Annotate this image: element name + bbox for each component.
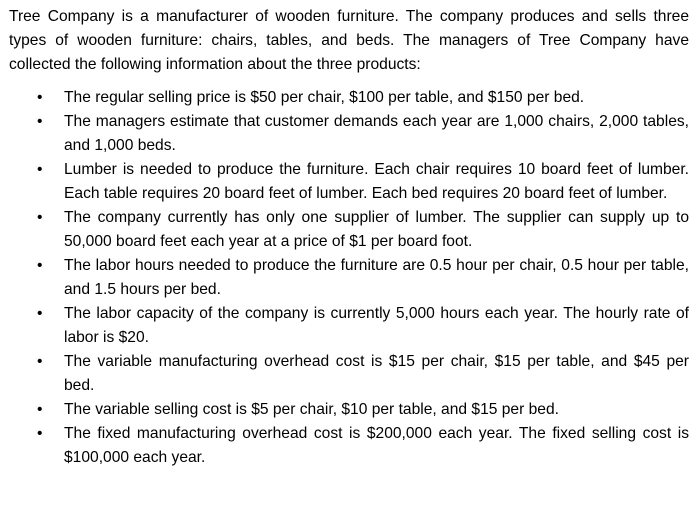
bullet-icon: • (37, 209, 43, 226)
bullet-item-labor-hours (9, 254, 689, 302)
bullet-text: The company currently has only one supplier of lumber. The supplier can supply up to 50,000 board feet each year at a price of $1 per board foot. (64, 209, 689, 250)
bullet-text: The regular selling price is $50 per chair, $100 per table, and $150 per bed. (64, 89, 585, 106)
bullet-text: The fixed manufacturing overhead cost is $200,000 each year. The fixed selling cost is $100,000 each year. (64, 425, 689, 466)
bullet-text: Lumber is needed to produce the furniture. Each chair requires 10 board feet of lumber. Each table requires 20 board feet of lumber. Each bed requires 20 board feet of lumber. (64, 161, 689, 202)
bullet-text: The labor capacity of the company is currently 5,000 hours each year. The hourly rate of labor is $20. (64, 305, 689, 346)
bullet-list (9, 86, 689, 470)
bullet-icon: • (37, 161, 43, 178)
bullet-icon: • (37, 89, 43, 106)
bullet-item-lumber-supplier (9, 206, 689, 254)
bullet-icon: • (37, 305, 43, 322)
bullet-item-selling-price (9, 86, 689, 110)
bullet-icon: • (37, 257, 43, 274)
intro-paragraph: Tree Company is a manufacturer of wooden furniture. The company produces and sells three types of wooden furniture: chairs, tables, and beds. The managers of Tree Company have collected the following information about the three products: (9, 8, 689, 73)
bullet-item-variable-selling-cost (9, 398, 689, 422)
bullet-item-variable-manufacturing-overhead (9, 350, 689, 398)
bullet-text: The managers estimate that customer demands each year are 1,000 chairs, 2,000 tables, and 1,000 beds. (64, 113, 689, 154)
bullet-text: The variable selling cost is $5 per chair, $10 per table, and $15 per bed. (64, 401, 559, 418)
bullet-icon: • (37, 425, 43, 442)
bullet-icon: • (37, 113, 43, 130)
bullet-text: The variable manufacturing overhead cost is $15 per chair, $15 per table, and $45 per bed. (64, 353, 689, 394)
bullet-item-fixed-costs (9, 422, 689, 470)
bullet-item-lumber-requirement (9, 158, 689, 206)
bullet-icon: • (37, 353, 43, 370)
bullet-item-labor-capacity (9, 302, 689, 350)
bullet-text: The labor hours needed to produce the furniture are 0.5 hour per chair, 0.5 hour per table, and 1.5 hours per bed. (64, 257, 689, 298)
bullet-icon: • (37, 401, 43, 418)
bullet-item-customer-demand (9, 110, 689, 158)
